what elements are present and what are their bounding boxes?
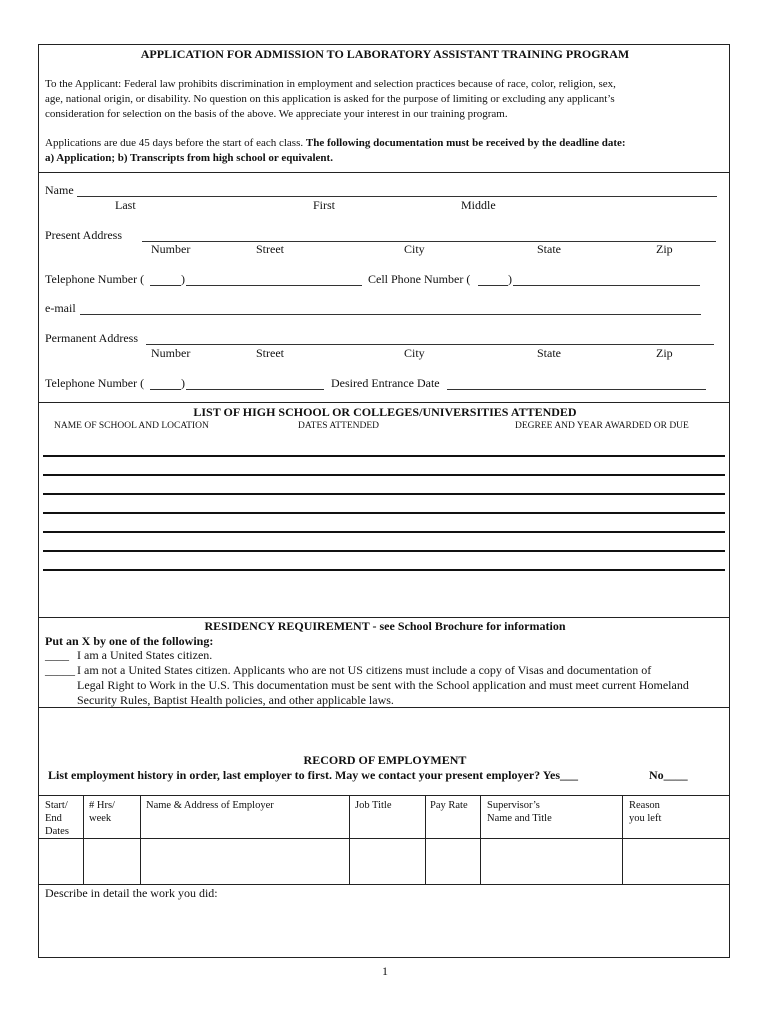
employment-table-top [38,795,730,796]
employment-instruction: List employment history in order, last employer to first. May we contact your present employer? Yes___ [48,768,579,782]
employment-col-reason: Reason you left [629,800,662,824]
school-entry-line[interactable] [43,550,725,552]
residency-heading: RESIDENCY REQUIREMENT - see School Brochure for information [204,619,566,633]
school-entry-line[interactable] [43,531,725,533]
schools-col-name: NAME OF SCHOOL AND LOCATION [54,421,209,431]
employment-col-divider [425,795,426,884]
permanent-telephone-label: Telephone Number ( [45,376,145,390]
employment-col-divider [140,795,141,884]
name-label: Name [45,183,74,197]
email-label: e-mail [45,301,76,315]
name-middle-caption: Middle [461,198,496,212]
employment-col-job-title: Job Title [355,800,392,811]
desired-entrance-label: Desired Entrance Date [331,376,440,390]
noncitizen-checkbox-blank[interactable]: _____ [45,663,75,677]
employment-col-divider [480,795,481,884]
cell-label: Cell Phone Number ( [368,272,471,286]
deadline-plain: Applications are due 45 days before the start of each class. [45,137,304,149]
cell-area-field[interactable] [478,285,508,286]
present-address-state-caption: State [537,242,561,256]
permanent-address-zip-caption: Zip [656,346,673,360]
employment-col-pay-rate: Pay Rate [430,800,468,811]
name-first-caption: First [313,198,336,212]
employment-col-divider [622,795,623,884]
present-address-label: Present Address [45,228,122,242]
present-address-zip-caption: Zip [656,242,673,256]
present-address-number-caption: Number [151,242,191,256]
permanent-telephone-paren: ) [181,376,185,390]
schools-col-degree: DEGREE AND YEAR AWARDED OR DUE [515,421,689,431]
school-entry-line[interactable] [43,512,725,514]
form-frame [38,44,730,958]
employment-table-bottom [38,884,730,885]
permanent-address-label: Permanent Address [45,331,138,345]
name-field[interactable] [77,196,717,197]
permanent-address-number-caption: Number [151,346,191,360]
schools-heading: LIST OF HIGH SCHOOL OR COLLEGES/UNIVERSITIES ATTENDED [193,405,577,419]
employment-table-header-bottom [38,838,730,839]
permanent-address-city-caption: City [404,346,425,360]
page-number: 1 [382,964,388,978]
school-entry-line[interactable] [43,493,725,495]
name-last-caption: Last [115,198,136,212]
school-entry-line[interactable] [43,455,725,457]
noncitizen-option-line-1: I am not a United States citizen. Applicants who are not US citizens must include a copy of Visas and documentation of [77,663,652,677]
permanent-address-field[interactable] [146,344,714,345]
permanent-address-street-caption: Street [256,346,284,360]
deadline-text [45,137,626,149]
employment-col-divider [349,795,350,884]
section-divider [38,617,730,618]
form-title: APPLICATION FOR ADMISSION TO LABORATORY ASSISTANT TRAINING PROGRAM [140,47,630,61]
noncitizen-option-line-2: Legal Right to Work in the U.S. This documentation must be sent with the School application and must meet current Homeland [77,678,689,692]
permanent-telephone-area-field[interactable] [150,389,181,390]
email-field[interactable] [80,314,701,315]
employment-col-employer: Name & Address of Employer [146,800,274,811]
employment-col-supervisor: Supervisor’s Name and Title [487,800,552,824]
schools-col-dates: DATES ATTENDED [298,421,380,431]
telephone-area-field[interactable] [150,285,181,286]
notice-line-1: To the Applicant: Federal law prohibits discrimination in employment and selection practices because of race, color, religion, sex, [45,78,616,90]
notice-line-2: age, national origin, or disability. No question on this application is asked for the purpose of limiting or excluding any applicant’s [45,93,615,105]
employment-col-hours: # Hrs/ week [89,800,115,824]
permanent-telephone-field[interactable] [186,389,324,390]
work-description-field[interactable] [40,902,728,956]
citizen-option-label: I am a United States citizen. [77,648,213,662]
employment-heading: RECORD OF EMPLOYMENT [303,753,467,767]
desired-entrance-field[interactable] [447,389,706,390]
present-address-field[interactable] [142,241,716,242]
deadline-items: a) Application; b) Transcripts from high school or equivalent. [45,152,333,164]
work-description-label: Describe in detail the work you did: [45,886,218,900]
present-address-city-caption: City [404,242,425,256]
permanent-address-state-caption: State [537,346,561,360]
employment-col-dates: Start/ End Dates [45,800,69,837]
section-divider [38,707,730,708]
contact-no-option[interactable]: No____ [649,768,688,782]
school-entry-line[interactable] [43,569,725,571]
noncitizen-option-line-3: Security Rules, Baptist Health policies, and other applicable laws. [77,693,394,707]
section-divider [38,172,730,173]
cell-paren: ) [508,272,512,286]
present-address-street-caption: Street [256,242,284,256]
deadline-bold: The following documentation must be received by the deadline date: [305,137,626,149]
school-entry-line[interactable] [43,474,725,476]
telephone-label: Telephone Number ( [45,272,145,286]
citizen-checkbox-blank[interactable]: ____ [45,648,69,662]
telephone-field[interactable] [186,285,362,286]
telephone-paren: ) [181,272,185,286]
notice-line-3: consideration for selection on the basis of the above. We appreciate your interest in our training program. [45,108,508,120]
cell-field[interactable] [513,285,700,286]
employment-col-divider [83,795,84,884]
residency-instruction: Put an X by one of the following: [45,634,214,648]
section-divider [38,402,730,403]
